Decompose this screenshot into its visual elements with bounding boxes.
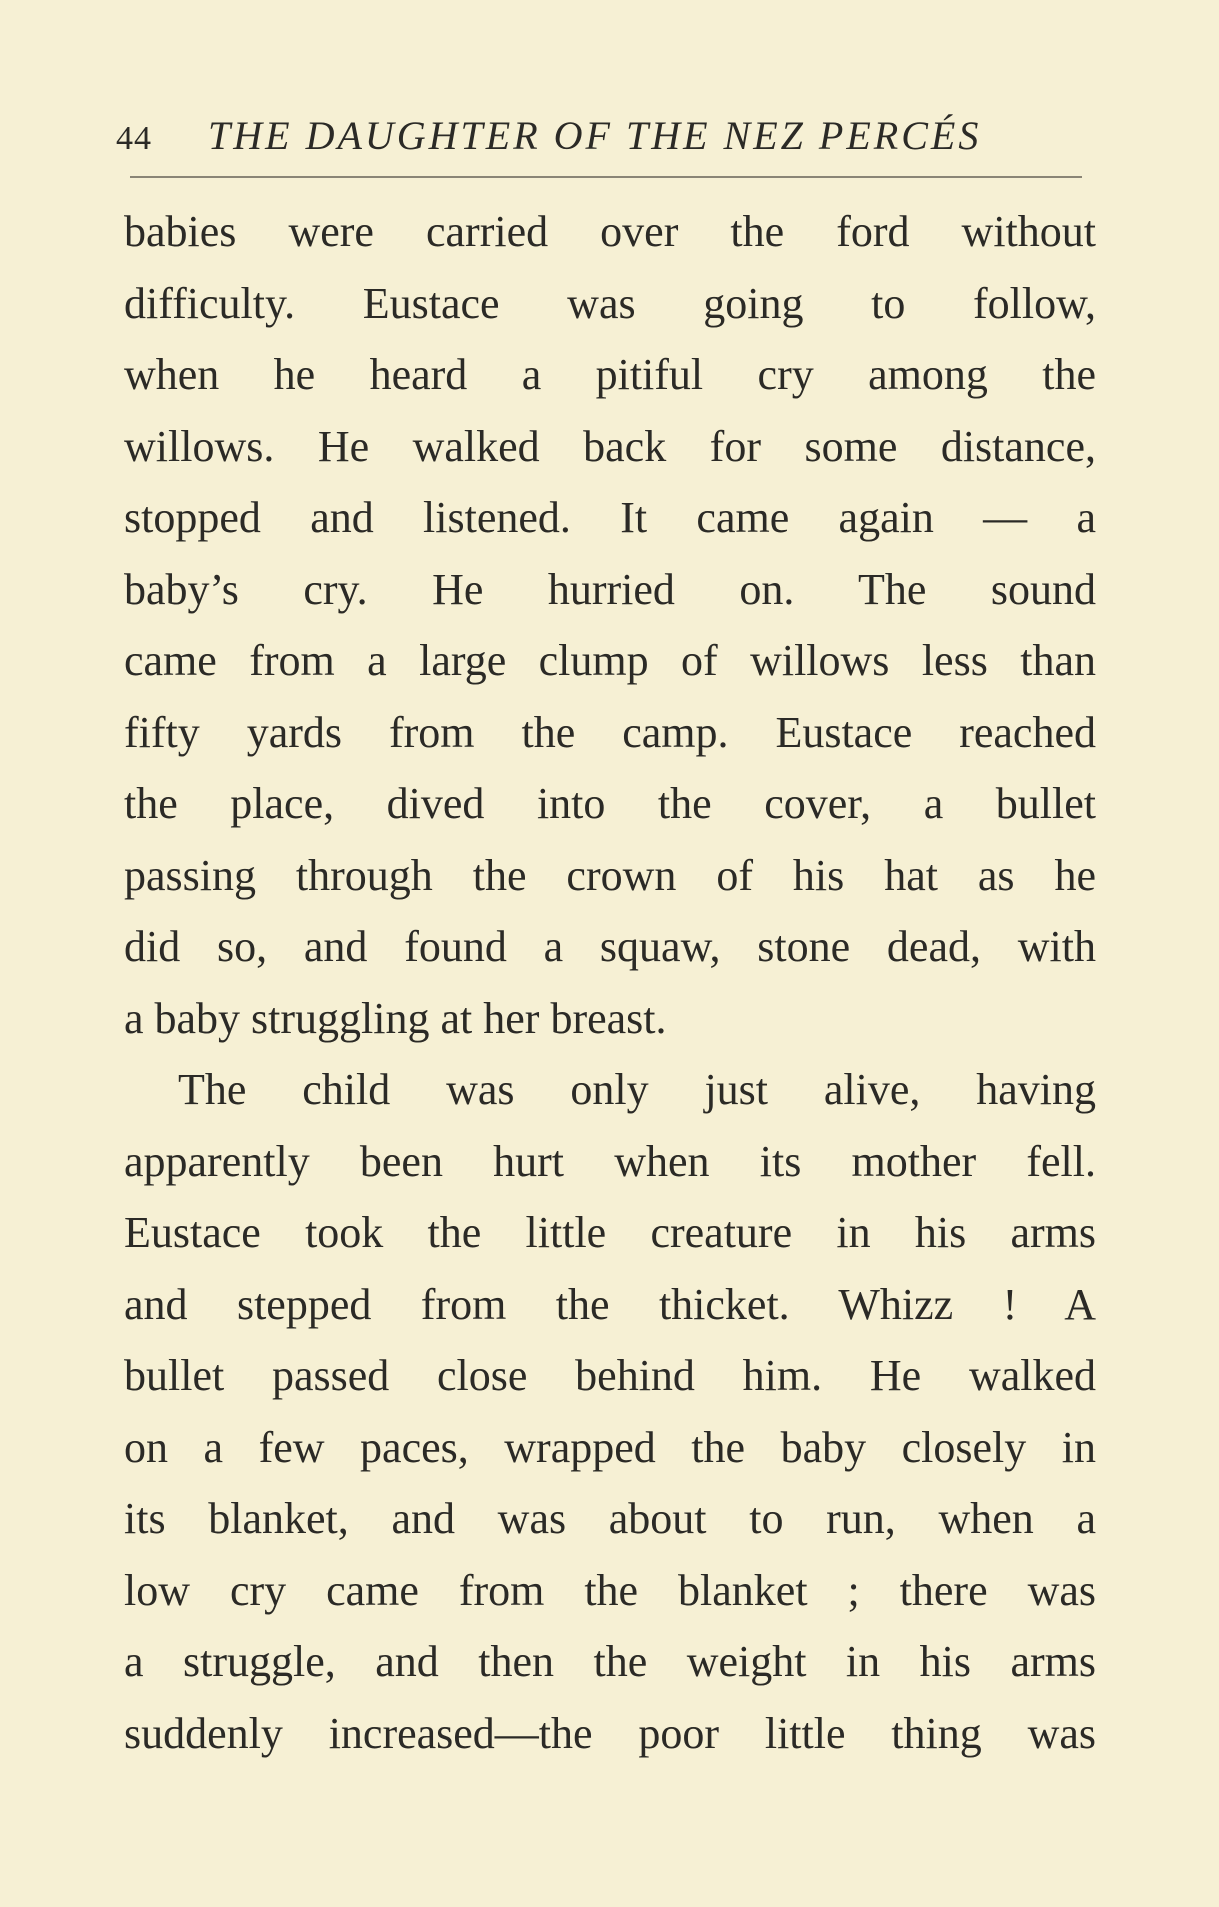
- text-line: a struggle, and then the weight in his arms: [124, 1637, 1096, 1686]
- running-title: THE DAUGHTER OF THE NEZ PERCÉS: [208, 113, 982, 158]
- text-line: willows. He walked back for some distance,: [124, 421, 1096, 471]
- text-line: babies were carried over the ford without: [124, 207, 1096, 256]
- text-line: stopped and listened. It came again — a: [124, 493, 1096, 542]
- text-line: passing through the crown of his hat as he: [124, 850, 1096, 900]
- text-line: difficulty. Eustace was going to follow,: [124, 278, 1096, 328]
- page-number: 44: [116, 120, 152, 157]
- text-line: and stepped from the thicket. Whizz ! A: [124, 1279, 1096, 1329]
- paragraph-end-line: a baby struggling at her breast.: [124, 993, 667, 1043]
- header-rule: [130, 176, 1082, 178]
- text-line: its blanket, and was about to run, when a: [124, 1494, 1096, 1543]
- text-line: apparently been hurt when its mother fell.: [124, 1136, 1096, 1186]
- text-line: low cry came from the blanket ; there was: [124, 1565, 1096, 1615]
- running-head: [116, 106, 1086, 166]
- text-line: baby’s cry. He hurried on. The sound: [124, 564, 1096, 614]
- text-line: the place, dived into the cover, a bullet: [124, 779, 1096, 828]
- paragraph-start-line: The child was only just alive, having: [178, 1065, 1096, 1114]
- text-line: when he heard a pitiful cry among the: [124, 350, 1096, 399]
- text-line: did so, and found a squaw, stone dead, with: [124, 922, 1096, 971]
- text-line: bullet passed close behind him. He walked: [124, 1351, 1096, 1400]
- text-line: came from a large clump of willows less than: [124, 636, 1096, 685]
- body-text: [124, 196, 1096, 1769]
- text-line: on a few paces, wrapped the baby closely in: [124, 1422, 1096, 1472]
- text-line: Eustace took the little creature in his arms: [124, 1208, 1096, 1257]
- text-line: fifty yards from the camp. Eustace reached: [124, 707, 1096, 757]
- text-line: suddenly increased—the poor little thing was: [124, 1708, 1096, 1758]
